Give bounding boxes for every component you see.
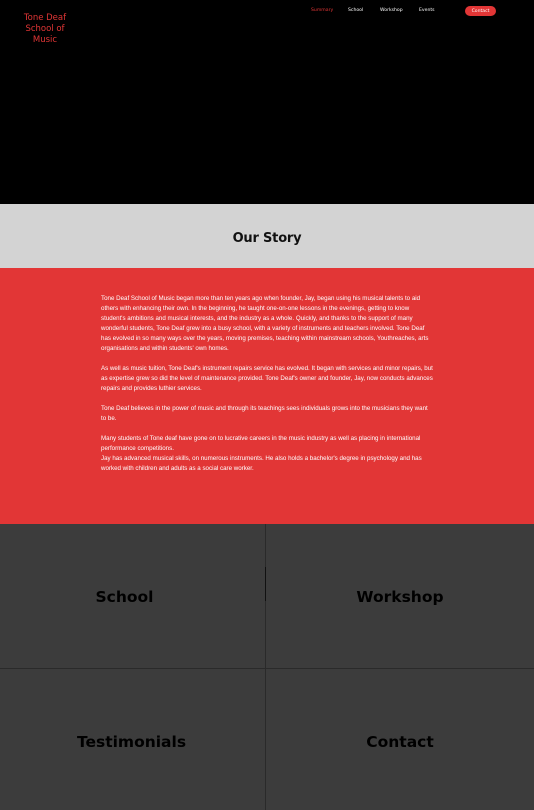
hero-section <box>0 0 534 204</box>
nav-item-school[interactable]: School <box>348 8 364 13</box>
tile-grid <box>0 524 534 810</box>
story-paragraph-1: Tone Deaf School of Music began more than ten years ago when founder, Jay, began using his musical talents to aid others with enhancing their own. In the beginning, he taught one-on-one lessons in the evenings, getting to know student's ambitions and musical interests, and the industry as a whole. Quickly, and thanks to the support of many wonderful students, Tone Deaf grew into a busy school, with a variety of instruments and teachers involved. Tone Deaf has evolved in so many ways over the years, moving premises, teaching within mainstream schools, Youthreaches, arts organisations and within students' own homes. <box>101 295 429 352</box>
tile-label-contact: Contact <box>366 733 434 751</box>
contact-button[interactable]: Contact <box>465 6 496 16</box>
story-text <box>101 294 433 474</box>
nav-item-summary[interactable]: Summary <box>311 8 334 13</box>
tile-label-workshop: Workshop <box>356 588 444 606</box>
story-paragraph-2: As well as music tuition, Tone Deaf's instrument repairs service has evolved. It began with services and minor repairs, but as expertise grew so did the level of maintenance provided. Tone Deaf's owner and founder, Jay, now conducts advances repairs and provides luthier services. <box>101 365 433 392</box>
tile-label-testimonials: Testimonials <box>76 733 187 751</box>
story-title-band <box>0 204 534 268</box>
tile-testimonials[interactable] <box>0 669 265 810</box>
grid-divider-horizontal <box>0 668 534 669</box>
story-paragraph-5: Jay has advanced musical skills, on numerous instruments. He also holds a bachelor's degree in psychology and has worked with children and adults as a social care worker. <box>101 455 422 472</box>
logo[interactable] <box>14 13 76 46</box>
logo-line-2: School of Music <box>25 24 65 45</box>
story-paragraph-4: Many students of Tone deaf have gone on to lucrative careers in the music industry as well as placing in international performance competitions. <box>101 435 421 452</box>
logo-line-1: Tone Deaf <box>23 13 67 23</box>
story-body-section <box>0 268 534 524</box>
nav-item-workshop[interactable]: Workshop <box>380 8 403 13</box>
story-paragraph-3: Tone Deaf believes in the power of music and through its teachings sees individuals grows into the musicians they want to be. <box>101 405 428 422</box>
nav-item-events[interactable]: Events <box>419 8 435 13</box>
tile-contact[interactable] <box>266 669 534 810</box>
story-title: Our Story <box>232 231 302 246</box>
tile-workshop[interactable] <box>266 524 534 668</box>
tile-school[interactable] <box>0 524 265 668</box>
accent-line <box>265 567 266 601</box>
tile-label-school: School <box>95 588 154 606</box>
